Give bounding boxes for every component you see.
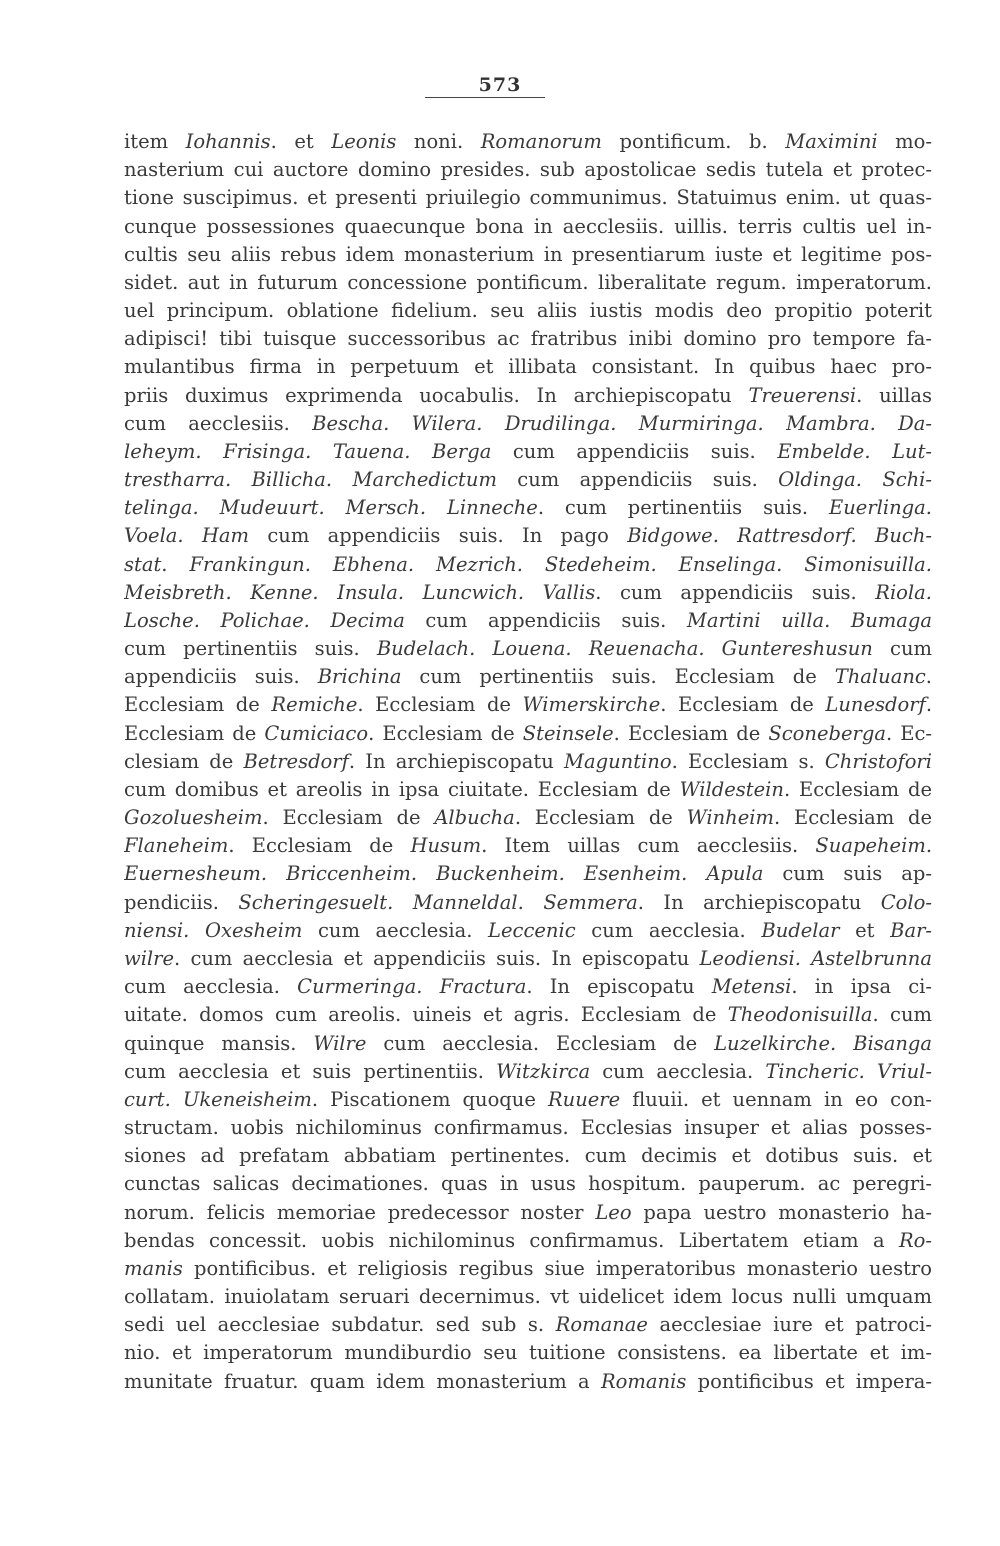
text-segment: cum pertinentiis suis.: [124, 637, 377, 661]
text-line: [124, 1170, 932, 1198]
italic-name: Treuerensi: [748, 383, 857, 407]
text-line: [124, 438, 932, 466]
italic-name: telinga. Mudeuurt. Mersch. Linneche: [124, 496, 538, 520]
text-segment: pendiciis.: [124, 890, 239, 914]
italic-name: Losche. Polichae. Decima: [124, 608, 405, 632]
text-segment: . uillas: [856, 383, 932, 407]
italic-name: Theodonisuilla: [727, 1003, 873, 1027]
text-line: [124, 691, 932, 719]
italic-name: Gozoluesheim: [124, 806, 263, 830]
text-segment: . Ecclesiam de: [228, 834, 411, 858]
italic-name: Cumiciaco: [264, 721, 369, 745]
italic-name: Sconeberga: [768, 721, 886, 745]
italic-name: Wildestein: [679, 777, 784, 801]
text-line: [124, 241, 932, 269]
text-line: [124, 325, 932, 353]
text-segment: sidet. aut in futurum concessione pontificum. liberalitate regum. imperatorum.: [124, 270, 932, 294]
italic-name: leheym. Frisinga. Tauena. Berga: [124, 439, 492, 463]
text-segment: uitate. domos cum areolis. uineis et agris. Ecclesiam de: [124, 1003, 728, 1027]
text-segment: . Ec-: [885, 721, 932, 745]
italic-name: Albucha: [434, 806, 515, 830]
italic-name: Remiche: [271, 693, 358, 717]
text-line: [124, 1199, 932, 1227]
text-segment: cum appendiciis suis.: [491, 439, 778, 463]
text-segment: . In archiepiscopatu: [348, 749, 565, 773]
text-segment: quinque mansis.: [124, 1031, 314, 1055]
text-segment: . in ipsa ci-: [791, 975, 932, 999]
text-line: [124, 973, 932, 1001]
text-segment: cum appendiciis suis.: [496, 468, 779, 492]
italic-name: manis: [124, 1256, 183, 1280]
italic-name: Thaluanc: [834, 665, 926, 689]
italic-name: Ro-: [898, 1228, 932, 1252]
text-line: [124, 494, 932, 522]
text-line: [124, 1030, 932, 1058]
italic-name: Meisbreth. Kenne. Insula. Luncwich. Vallis: [124, 580, 596, 604]
text-segment: nio. et imperatorum mundiburdio seu tuitione consistens. ea libertate et im-: [124, 1341, 932, 1365]
text-line: [124, 1058, 932, 1086]
text-segment: . cum aecclesia et appendiciis suis. In episcopatu: [174, 946, 700, 970]
text-line: [124, 466, 932, 494]
text-segment: cum domibus et areolis in ipsa ciuitate. Ecclesiam de: [124, 777, 680, 801]
italic-name: trestharra. Billicha. Marchedictum: [124, 468, 497, 492]
text-line: [124, 579, 932, 607]
italic-name: Romanae: [555, 1313, 648, 1337]
text-segment: adipisci! tibi tuisque successoribus ac fratribus inibi domino pro tempore fa-: [124, 327, 932, 351]
text-segment: collatam. inuiolatam seruari decernimus. vt uidelicet idem locus nulli umquam: [124, 1285, 932, 1309]
italic-name: niensi. Oxesheim: [124, 918, 303, 942]
text-line: [124, 1368, 932, 1396]
text-line: [124, 297, 932, 325]
text-line: [124, 945, 932, 973]
text-segment: papa uestro monasterio ha-: [631, 1200, 932, 1224]
text-line: [124, 156, 932, 184]
text-line: [124, 804, 932, 832]
text-segment: cum aecclesia et suis pertinentiis.: [124, 1059, 497, 1083]
text-segment: . cum pertinentiis suis.: [537, 496, 829, 520]
italic-name: Budelar: [761, 918, 840, 942]
italic-name: Maguntino: [564, 749, 672, 773]
italic-name: Luzelkirche. Bisanga: [714, 1031, 932, 1055]
italic-name: stat. Frankingun. Ebhena. Mezrich. Stedeheim. Enselinga. Simonisuilla.: [124, 552, 932, 576]
text-line: [124, 1086, 932, 1114]
italic-name: Riola.: [875, 580, 932, 604]
text-segment: cum aecclesia.: [302, 918, 489, 942]
header-rule: [425, 97, 545, 98]
italic-name: Leo: [595, 1200, 632, 1224]
text-segment: noni.: [396, 130, 481, 153]
text-segment: . Ecclesiam de: [357, 693, 523, 717]
italic-name: Martini uilla. Bumaga: [686, 608, 932, 632]
text-segment: appendiciis suis.: [124, 665, 318, 689]
italic-name: Euernesheum. Briccenheim. Buckenheim. Esenheim. Apula: [124, 862, 764, 886]
italic-name: Leodiensi. Astelbrunna: [699, 946, 932, 970]
text-line: [124, 1142, 932, 1170]
italic-name: Husum: [410, 834, 482, 858]
text-segment: Ecclesiam de: [124, 721, 265, 745]
text-line: [124, 382, 932, 410]
text-line: [124, 748, 932, 776]
text-segment: . cum: [872, 1003, 932, 1027]
text-segment: cunque possessiones quaecunque bona in aecclesiis. uillis. terris cultis uel in-: [124, 214, 932, 238]
text-line: [124, 213, 932, 241]
text-segment: tione suscipimus. et presenti priuilegio communimus. Statuimus enim. ut quas-: [124, 186, 932, 210]
italic-name: Romanis: [601, 1369, 687, 1393]
text-segment: . Ecclesiam de: [773, 806, 932, 830]
text-line: [124, 1339, 932, 1367]
text-line: [124, 776, 932, 804]
text-segment: cum pertinentiis suis. Ecclesiam de: [401, 665, 835, 689]
italic-name: Scheringesuelt. Manneldal. Semmera: [238, 890, 638, 914]
italic-name: Bar-: [890, 918, 932, 942]
text-segment: et: [839, 918, 891, 942]
italic-name: Embelde. Lut-: [777, 439, 932, 463]
italic-name: wilre: [124, 946, 175, 970]
text-segment: . In archiepiscopatu: [637, 890, 881, 914]
text-line: [124, 1255, 932, 1283]
text-line: [124, 128, 932, 156]
text-segment: . cum appendiciis suis.: [595, 580, 876, 604]
text-segment: nasterium cui auctore domino presides. sub apostolicae sedis tutela et protec-: [124, 158, 932, 182]
italic-name: Romanorum: [480, 130, 602, 153]
italic-name: Curmeringa. Fractura: [297, 975, 527, 999]
text-line: [124, 720, 932, 748]
text-line: [124, 410, 932, 438]
italic-name: Wimerskirche: [522, 693, 661, 717]
text-segment: mulantibus firma in perpetuum et illibata consistant. In quibus haec pro-: [124, 355, 932, 379]
text-segment: item: [124, 130, 186, 153]
italic-name: Flaneheim: [124, 834, 229, 858]
text-segment: cum aecclesia.: [590, 1059, 766, 1083]
text-segment: mo-: [877, 130, 932, 153]
text-segment: cum aecclesia.: [575, 918, 762, 942]
italic-name: Budelach. Louena. Reuenacha. Guntereshusun: [376, 637, 873, 661]
text-line: [124, 551, 932, 579]
italic-name: Bidgowe. Rattresdorf. Buch-: [627, 524, 932, 548]
italic-name: Wilre: [313, 1031, 367, 1055]
text-segment: . Ecclesiam de: [368, 721, 523, 745]
text-segment: pontificum. b.: [601, 130, 786, 153]
italic-name: Leonis: [331, 130, 397, 153]
text-segment: . Ecclesiam de: [514, 806, 687, 830]
text-segment: structam. uobis nichilominus confirmamus. Ecclesias insuper et alias posses-: [124, 1116, 932, 1140]
text-line: [124, 889, 932, 917]
italic-name: Betresdorf: [243, 749, 349, 773]
text-segment: Ecclesiam de: [124, 693, 272, 717]
italic-name: Winheim: [686, 806, 774, 830]
italic-name: Metensi: [711, 975, 792, 999]
italic-name: curt. Ukeneisheim: [124, 1087, 312, 1111]
text-segment: uel principum. oblatione fidelium. seu aliis iustis modis deo propitio poterit: [124, 299, 932, 323]
text-segment: . Ecclesiam de: [660, 693, 826, 717]
italic-name: Ruuere: [547, 1087, 621, 1111]
text-line: [124, 1001, 932, 1029]
text-segment: cum suis ap-: [763, 862, 932, 886]
text-line: [124, 832, 932, 860]
italic-name: Colo-: [880, 890, 932, 914]
italic-name: Christofori: [824, 749, 932, 773]
text-line: [124, 184, 932, 212]
italic-name: Voela. Ham: [124, 524, 250, 548]
body-text: [124, 128, 932, 1396]
text-line: [124, 1311, 932, 1339]
italic-name: Lunesdorf: [825, 693, 926, 717]
text-segment: . In episcopatu: [526, 975, 712, 999]
italic-name: Leccenic: [488, 918, 576, 942]
text-segment: norum. felicis memoriae predecessor noster: [124, 1200, 596, 1224]
text-segment: cunctas salicas decimationes. quas in usus hospitum. pauperum. ac peregri-: [124, 1172, 932, 1196]
text-segment: . Ecclesiam s.: [671, 749, 825, 773]
italic-name: Steinsele: [522, 721, 614, 745]
italic-name: Suapeheim.: [815, 834, 932, 858]
text-segment: cum appendiciis suis.: [404, 608, 687, 632]
text-segment: clesiam de: [124, 749, 244, 773]
text-line: [124, 353, 932, 381]
text-segment: cum: [872, 637, 932, 661]
italic-name: Iohannis: [185, 130, 271, 153]
text-line: [124, 607, 932, 635]
italic-name: Maximini: [785, 130, 878, 153]
text-segment: priis duximus exprimenda uocabulis. In archiepiscopatu: [124, 383, 749, 407]
text-line: [124, 1114, 932, 1142]
text-segment: munitate fruatur. quam idem monasterium a: [124, 1369, 601, 1393]
text-segment: siones ad prefatam abbatiam pertinentes. cum decimis et dotibus suis. et: [124, 1144, 932, 1168]
text-segment: pontificibus. et religiosis regibus siue imperatoribus monasterio uestro: [182, 1256, 932, 1280]
text-line: [124, 663, 932, 691]
italic-name: Euerlinga.: [828, 496, 932, 520]
text-line: [124, 1227, 932, 1255]
text-segment: bendas concessit. uobis nichilominus confirmamus. Libertatem etiam a: [124, 1228, 899, 1252]
text-segment: .: [925, 693, 932, 717]
italic-name: Brichina: [317, 665, 402, 689]
text-line: [124, 860, 932, 888]
text-line: [124, 1283, 932, 1311]
text-segment: cum appendiciis suis. In pago: [249, 524, 628, 548]
text-line: [124, 635, 932, 663]
text-line: [124, 269, 932, 297]
text-segment: aecclesiae iure et patroci-: [647, 1313, 932, 1337]
page-number: 573: [478, 74, 522, 96]
italic-name: Bescha. Wilera. Drudilinga. Murmiringa. Mambra. Da-: [312, 411, 932, 435]
text-segment: . Item uillas cum aecclesiis.: [481, 834, 816, 858]
text-segment: . et: [270, 130, 332, 153]
text-segment: cultis seu aliis rebus idem monasterium in presentiarum iuste et legitime pos-: [124, 242, 932, 266]
text-segment: cum aecclesia. Ecclesiam de: [366, 1031, 715, 1055]
text-segment: fluuii. et uennam in eo con-: [620, 1087, 932, 1111]
text-line: [124, 917, 932, 945]
text-segment: . Ecclesiam de: [262, 806, 435, 830]
text-line: [124, 522, 932, 550]
text-segment: . Ecclesiam de: [783, 777, 932, 801]
text-segment: . Piscationem quoque: [311, 1087, 548, 1111]
text-segment: pontificibus et impera-: [686, 1369, 932, 1393]
text-segment: . Ecclesiam de: [613, 721, 769, 745]
text-segment: sedi uel aecclesiae subdatur. sed sub s.: [124, 1313, 556, 1337]
text-segment: cum aecclesiis.: [124, 411, 313, 435]
italic-name: Oldinga. Schi-: [778, 468, 932, 492]
text-segment: .: [925, 665, 932, 689]
italic-name: Witzkirca: [496, 1059, 591, 1083]
italic-name: Tincheric. Vriul-: [765, 1059, 932, 1083]
text-segment: cum aecclesia.: [124, 975, 298, 999]
